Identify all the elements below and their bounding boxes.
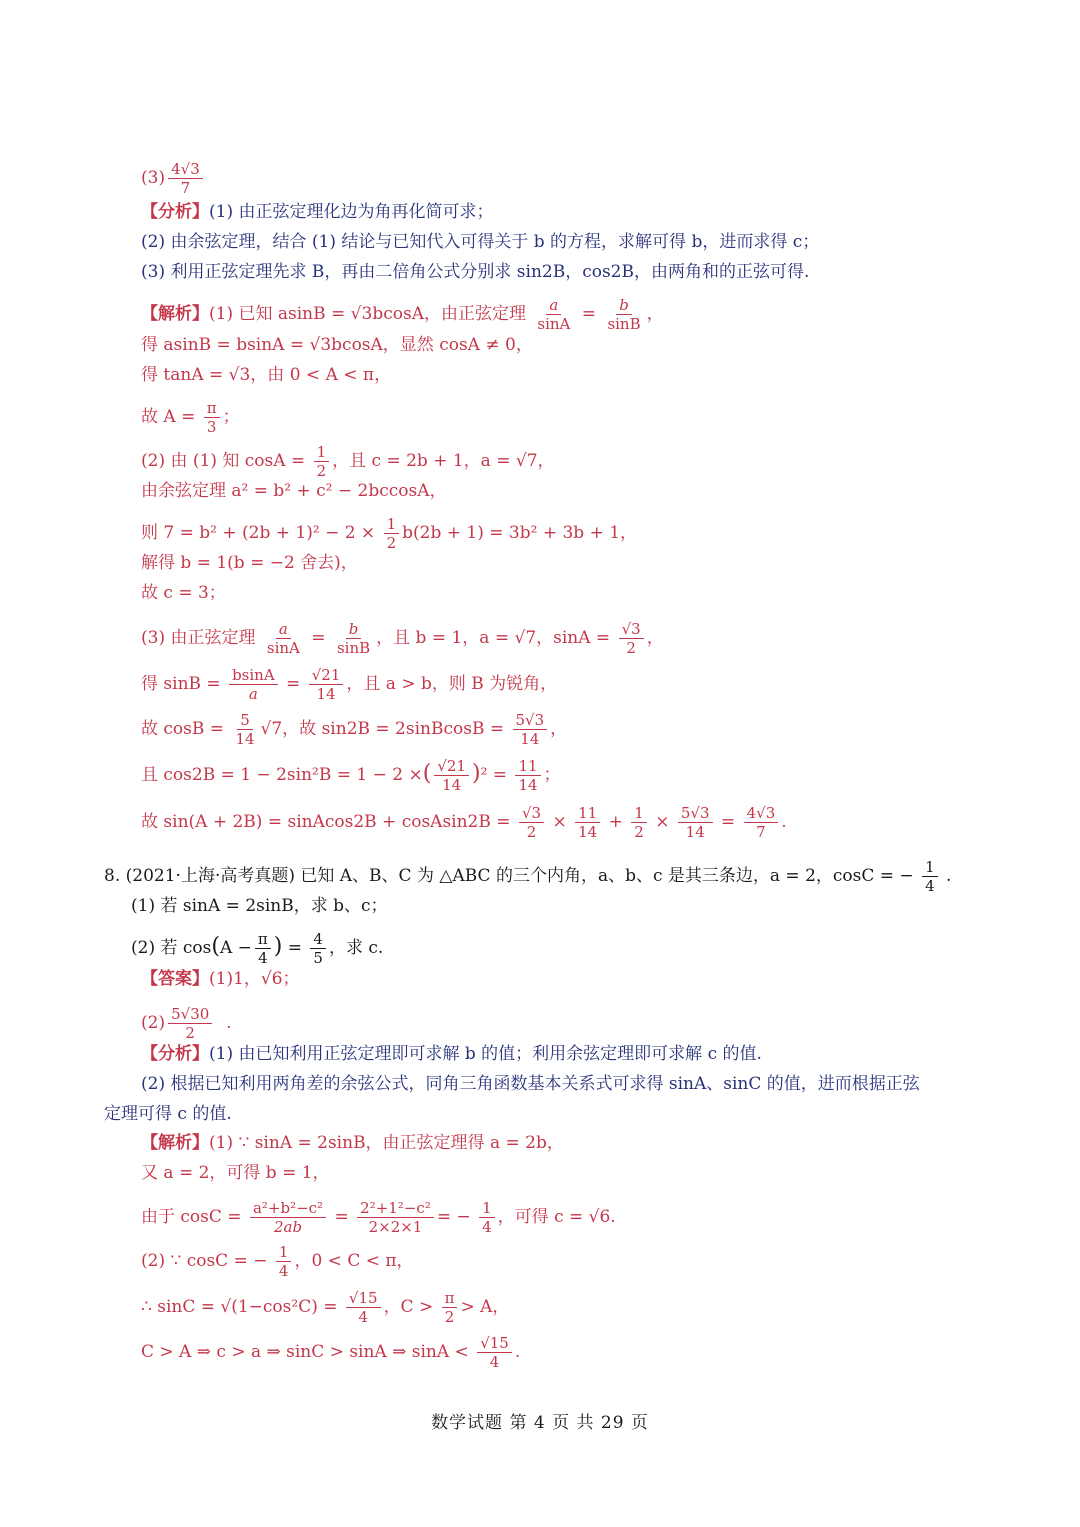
solution7-line11: 得 sinB = $\frac{bsinA}{a}$ = $\frac{√21}{14}$ ，且 a > b，则 B 为锐角， xyxy=(141,666,558,703)
solution7-line14: 故 sin(A + 2B) = sinAcos2B + cosAsin2B = $\frac{√3}{2}$ × $\frac{11}{14}$ + $\frac{1}{2}$ × $\frac{5√3}{14}$ = $\frac{4√3}{7}$ . xyxy=(141,804,787,841)
solution7-line9: 故 c = 3； xyxy=(141,583,226,603)
solution8-line3: 由于 cosC = $\frac{\text{a²+b²−c²}}{2ab}$ = $\frac{\text{2²+1²−c²}}{2\times 2\times 1}$ = − $\frac{1}{4}$ ，可得 c = √6. xyxy=(141,1199,616,1236)
solution7-line7: 则 7 = b² + (2b + 1)² − 2 × $\frac{1}{2}$ b(2b + 1) = 3b² + 3b + 1， xyxy=(141,515,638,552)
prev-answer xyxy=(141,160,206,197)
analysis-tag: 【分析】 xyxy=(141,1044,209,1064)
solution8-line4: (2) ∵ cosC = − $\frac{1}{4}$ ，0 < C < π， xyxy=(141,1243,414,1280)
solution7-line10: (3) 由正弦定理 $\frac{a}{\sin A}$ = $\frac{b}{\sin B}$ ，且 b = 1，a = √7，sinA = $\frac{√3}{2}$ ， xyxy=(141,620,664,657)
solution8-line2: 又 a = 2，可得 b = 1， xyxy=(141,1163,330,1183)
problem8-q2: (2) 若 cos(A − $\frac{\pi}{4}$ ) = $\frac{4}{5}$ ，求 c. xyxy=(131,930,384,967)
prev-answer-fraction: $\frac{4√3}{7}$ xyxy=(168,160,203,197)
answer-tag: 【答案】 xyxy=(141,969,209,989)
analysis-tag: 【分析】 xyxy=(141,202,209,222)
problem-number: 8. xyxy=(104,866,121,886)
problem8-stem: 8. (2021·上海·高考真题) 已知 A、B、C 为 △ABC 的三个内角，a、b、c 是其三条边，a = 2，cosC = − $\frac{1}{4}$ . xyxy=(104,858,952,895)
solution7-line2: 得 asinB = bsinA = √3bcosA，显然 cosA ≠ 0， xyxy=(141,335,533,355)
analysis8-line1: 【分析】(1) 由已知利用正弦定理即可求解 b 的值；利用余弦定理即可求解 c 的值. xyxy=(141,1044,762,1064)
analysis8-line2: (2) 根据已知利用两角差的余弦公式，同角三角函数基本关系式可求得 sinA、sinC 的值，进而根据正弦 xyxy=(141,1074,920,1094)
analysis7-line3: (3) 利用正弦定理先求 B，再由二倍角公式分别求 sin2B，cos2B，由两角和的正弦可得. xyxy=(141,262,810,282)
solution7-line6: 由余弦定理 a² = b² + c² − 2bccosA， xyxy=(141,481,447,501)
page-footer: 数学试题 第 4 页 共 29 页 xyxy=(431,1413,649,1433)
solution8-line5: ∴ sinC = √(1−cos²C) = $\frac{√15}{4}$ ，C > $\frac{\pi}{2}$ > A， xyxy=(141,1289,510,1326)
problem8-q1: (1) 若 sinA = 2sinB，求 b、c； xyxy=(131,896,388,916)
solution-tag: 【解析】 xyxy=(141,1133,209,1153)
analysis7-line2: (2) 由余弦定理，结合 (1) 结论与已知代入可得关于 b 的方程，求解可得 b，进而求得 c； xyxy=(141,232,820,252)
solution8-line6: C > A ⇒ c > a ⇒ sinC > sinA ⇒ sinA < $\frac{√15}{4}$ . xyxy=(141,1334,521,1371)
prev-answer-label: (3) xyxy=(141,168,166,188)
analysis7-line1: 【分析】(1) 由正弦定理化边为角再化简可求； xyxy=(141,202,494,222)
analysis8-line3: 定理可得 c 的值. xyxy=(104,1104,232,1124)
solution8-line1: 【解析】(1) ∵ sinA = 2sinB，由正弦定理得 a = 2b， xyxy=(141,1133,564,1153)
solution7-line8: 解得 b = 1(b = −2 舍去)， xyxy=(141,553,358,573)
solution-tag: 【解析】 xyxy=(141,304,209,324)
solution7-line4: 故 A = $\frac{\pi}{3}$ ； xyxy=(141,399,240,436)
solution7-line5: (2) 由 (1) 知 cosA = $\frac{1}{2}$ ，且 c = 2b + 1，a = √7， xyxy=(141,443,555,480)
solution7-line3: 得 tanA = √3，由 0 < A < π， xyxy=(141,365,392,385)
solution7-line13: 且 cos2B = 1 − 2sin²B = 1 − 2 ×( $\frac{√21}{14}$ )² = $\frac{11}{14}$ ； xyxy=(141,757,561,794)
solution7-line1: 【解析】(1) 已知 asinB = √3bcosA，由正弦定理 $\frac{a}{\sin A}$ = $\frac{b}{\sin B}$ ， xyxy=(141,296,664,333)
problem8-answer2: (2) $\frac{5√30}{2}$ . xyxy=(141,1005,232,1042)
problem8-answer: 【答案】(1)1，√6； xyxy=(141,969,300,989)
solution7-line12: 故 cosB = $\frac{5}{14}$ √7，故 sin2B = 2sinBcosB = $\frac{5√3}{14}$ ， xyxy=(141,711,568,748)
